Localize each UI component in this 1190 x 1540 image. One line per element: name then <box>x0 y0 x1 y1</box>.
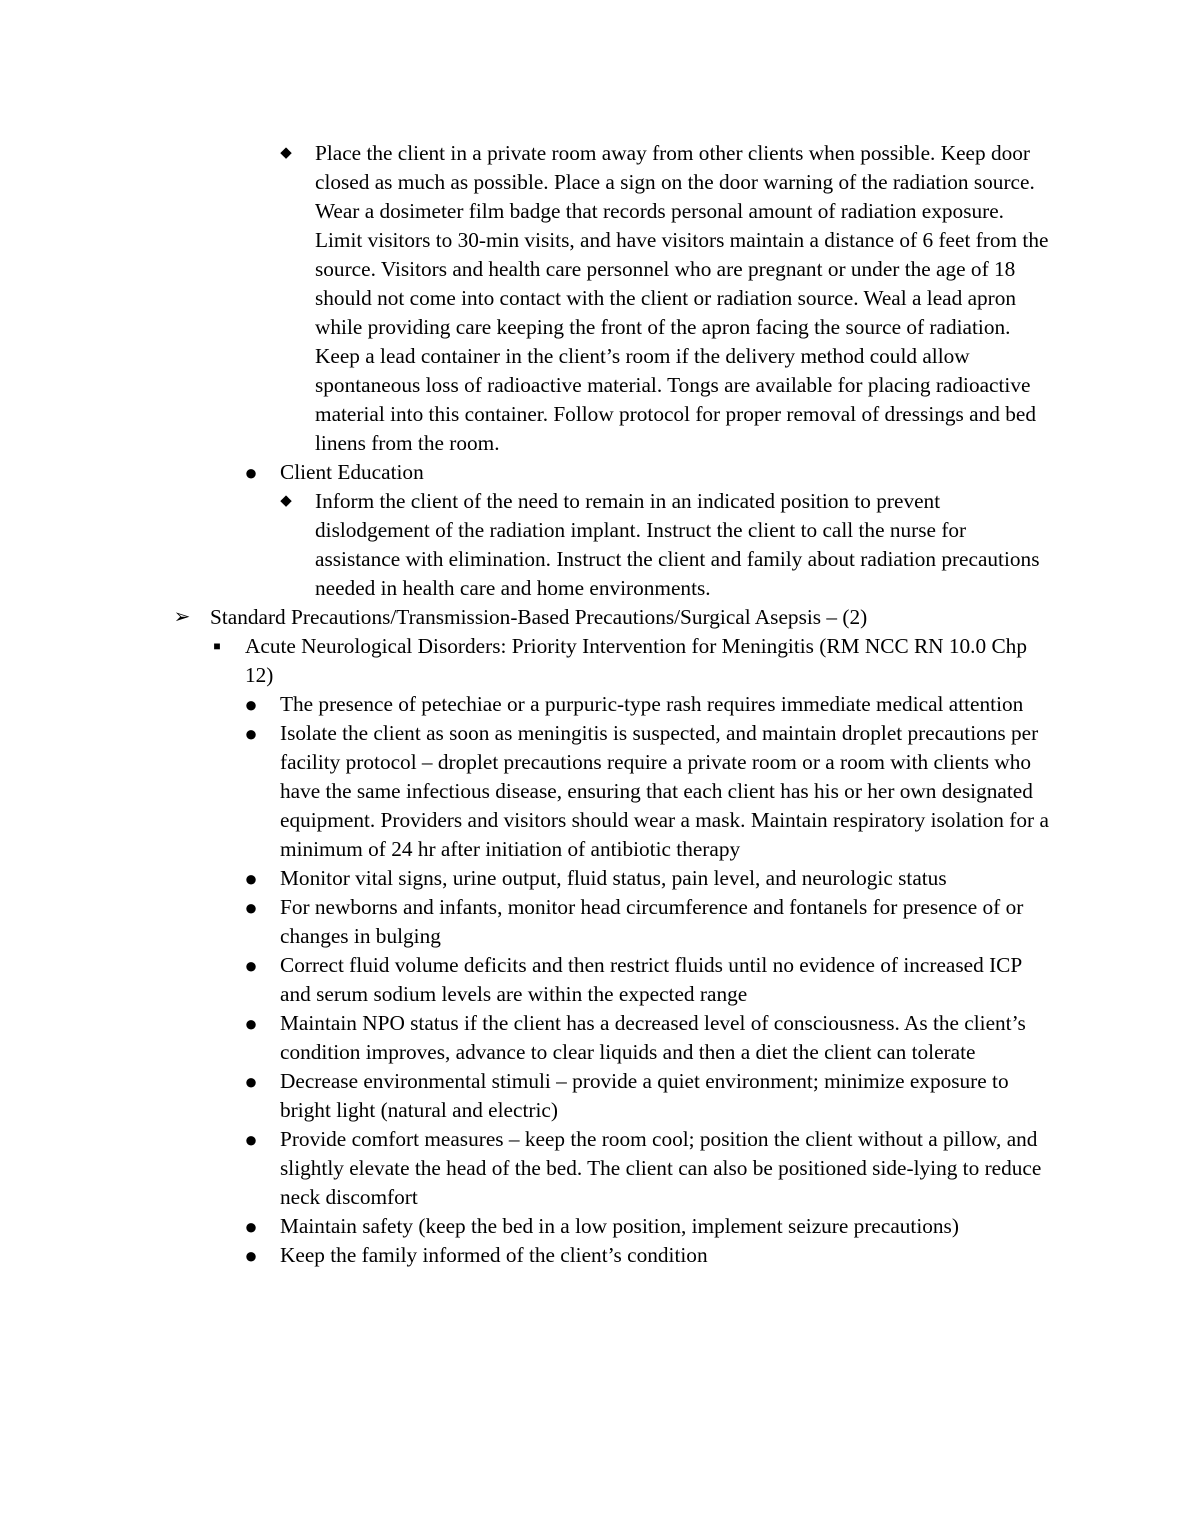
list-item-text: Provide comfort measures – keep the room cool; position the client without a pillow, and slightly elevate the head of the bed. The client can also be positioned side-lying to reduce neck discomfort <box>280 1127 1042 1209</box>
dot-bullet-icon: ● <box>244 1243 258 1268</box>
list-item-text: Monitor vital signs, urine output, fluid status, pain level, and neurologic status <box>280 866 947 890</box>
client-education-heading: Client Education <box>280 460 424 484</box>
list-item <box>244 951 1050 1009</box>
dot-bullet-icon: ● <box>244 1127 258 1152</box>
document-page <box>0 139 1190 1270</box>
diamond-bullet-icon: ◆ <box>280 145 292 161</box>
list-item-text: Keep the family informed of the client’s condition <box>280 1243 708 1267</box>
list-item <box>244 1212 1050 1241</box>
dot-bullet-icon: ● <box>244 1069 258 1094</box>
list-item-client-education <box>244 458 1050 487</box>
section-heading: Standard Precautions/Transmission-Based Precautions/Surgical Asepsis – (2) <box>210 605 868 629</box>
list-item <box>244 1125 1050 1212</box>
radiation-safety-text: Place the client in a private room away from other clients when possible. Keep door closed as much as possible. Place a sign on the door warning of the radiation source. Wear a dosimeter film badge that records personal amount of radiation exposure. Limit visitors to 30-min visits, and have visitors maintain a distance of 6 feet from the source. Visitors and health care personnel who are pregnant or under the age of 18 should not come into contact with the client or radiation source. Weal a lead apron while providing care keeping the front of the apron facing the source of radiation. Keep a lead container in the client’s room if the delivery method could allow spontaneous loss of radioactive material. Tongs are available for placing radioactive material into this container. Follow protocol for proper removal of dressings and bed linens from the room. <box>315 141 1049 455</box>
list-item <box>244 893 1050 951</box>
list-item-text: Decrease environmental stimuli – provide a quiet environment; minimize exposure to bright light (natural and electric) <box>280 1069 1009 1122</box>
dot-bullet-icon: ● <box>244 866 258 891</box>
dot-bullet-icon: ● <box>244 692 258 717</box>
list-item-text: Maintain NPO status if the client has a decreased level of consciousness. As the client’s condition improves, advance to clear liquids and then a diet the client can tolerate <box>280 1011 1026 1064</box>
list-item <box>244 864 1050 893</box>
section-heading-item <box>173 603 1050 632</box>
subsection-heading: Acute Neurological Disorders: Priority Intervention for Meningitis (RM NCC RN 10.0 Chp 12) <box>245 634 1027 687</box>
list-item-text: Isolate the client as soon as meningitis is suspected, and maintain droplet precautions per facility protocol – droplet precautions require a private room or a room with clients who have the same infectious disease, ensuring that each client has his or her own designated equipment. Providers and visitors should wear a mask. Maintain respiratory isolation for a minimum of 24 hr after initiation of antibiotic therapy <box>280 721 1049 861</box>
diamond-bullet-icon: ◆ <box>280 493 292 509</box>
list-item <box>244 1067 1050 1125</box>
dot-bullet-icon: ● <box>244 1214 258 1239</box>
dot-bullet-icon: ● <box>244 460 258 485</box>
list-item-text: Maintain safety (keep the bed in a low position, implement seizure precautions) <box>280 1214 959 1238</box>
subsection-heading-item <box>213 632 1050 690</box>
client-education-text: Inform the client of the need to remain in an indicated position to prevent dislodgement of the radiation implant. Instruct the client to call the nurse for assistance with elimination. Instruct the client and family about radiation precautions needed in health care and home environments. <box>315 489 1040 600</box>
list-item-radiation-safety <box>280 139 1053 458</box>
dot-bullet-icon: ● <box>244 953 258 978</box>
list-item-text: The presence of petechiae or a purpuric-type rash requires immediate medical attention <box>280 692 1024 716</box>
list-item <box>244 1009 1050 1067</box>
list-item-client-education-detail <box>280 487 1053 603</box>
list-item <box>244 1241 1050 1270</box>
list-item <box>244 719 1050 864</box>
dot-bullet-icon: ● <box>244 1011 258 1036</box>
dot-bullet-icon: ● <box>244 721 258 746</box>
list-item-text: For newborns and infants, monitor head circumference and fontanels for presence of or changes in bulging <box>280 895 1024 948</box>
arrow-bullet-icon: ➢ <box>173 606 191 628</box>
dot-bullet-icon: ● <box>244 895 258 920</box>
list-item <box>244 690 1050 719</box>
list-item-text: Correct fluid volume deficits and then restrict fluids until no evidence of increased ICP and serum sodium levels are within the expected range <box>280 953 1022 1006</box>
square-bullet-icon: ■ <box>213 639 221 653</box>
